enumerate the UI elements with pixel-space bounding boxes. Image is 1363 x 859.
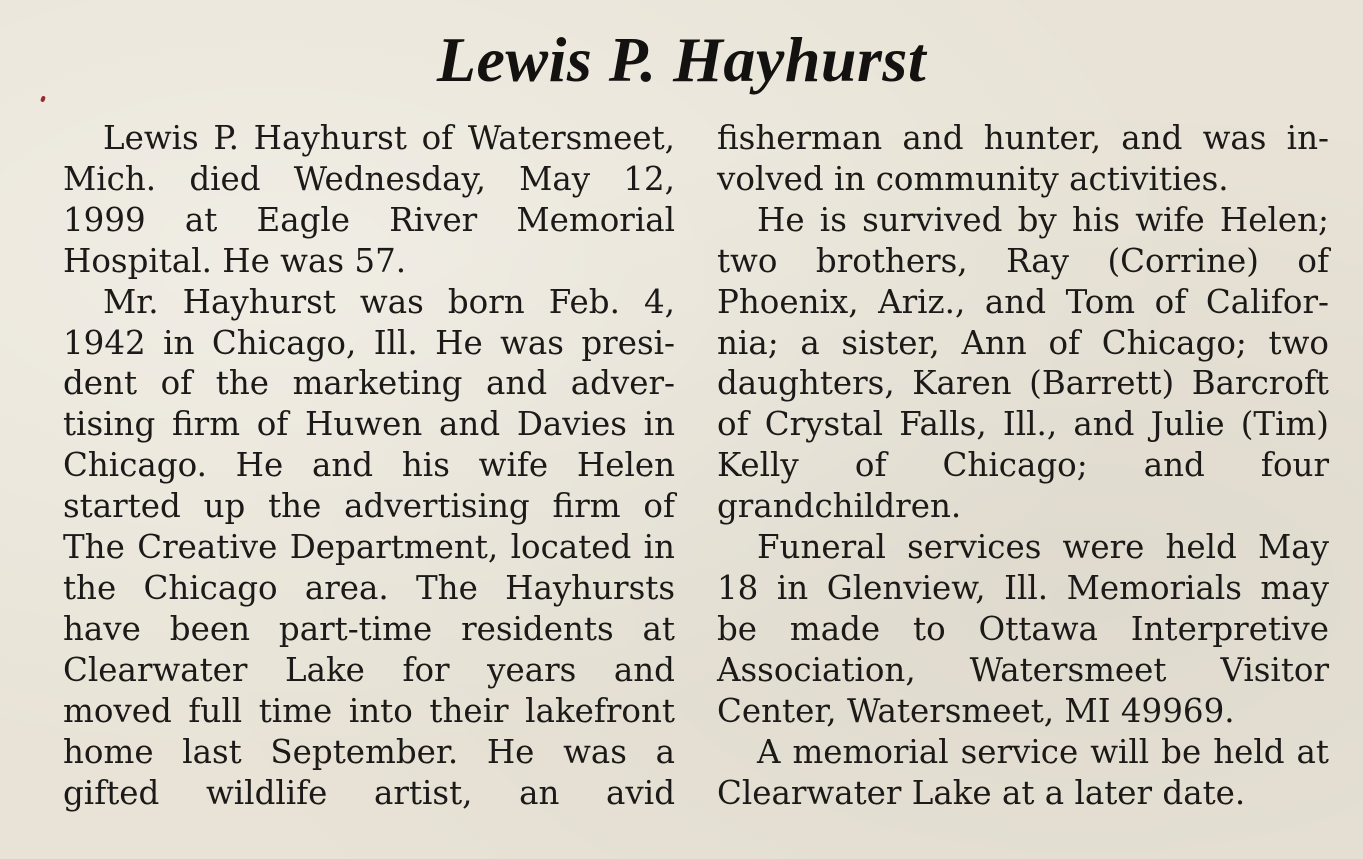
paragraph-survivors: He is survived by his wife Helen; two brothers, Ray (Corrine) of Phoenix, Ariz., and Tom of California; a sister, Ann of Chicago; two daughters, Karen (Barrett) Barcroft of Crystal Falls, Ill., and Julie (Tim) Kelly of Chicago; and four grandchildren.	[717, 200, 1329, 526]
paragraph-funeral-services: Funeral services were held May 18 in Glenview, Ill. Memorials may be made to Ottawa Interpretive Association, Watersmeet Visitor Center, Watersmeet, MI 49969.	[717, 528, 1329, 730]
left-column	[63, 118, 675, 813]
paragraph-biography: Mr. Hayhurst was born Feb. 4, 1942 in Chicago, Ill. He was president of the marketing and advertising firm of Huwen and Davies in Chicago. He and his wife Helen started up the advertising firm of The Creative Department, located in the Chicago area. The Hayhursts have been part-time residents at Clearwater Lake for years and moved full time into their lakefront home last September. He was a gifted wildlife artist, an avid	[63, 282, 675, 812]
paragraph-biography-continued: fisherman and hunter, and was involved in community activities.	[717, 119, 1329, 198]
right-column	[717, 118, 1329, 813]
paragraph-memorial-service: A memorial service will be held at Clearwater Lake at a later date.	[717, 732, 1329, 812]
paragraph-death-notice: Lewis P. Hayhurst of Watersmeet, Mich. died Wednesday, May 12, 1999 at Eagle River Memorial Hospital. He was 57.	[63, 119, 675, 280]
obituary-headline: Lewis P. Hayhurst	[436, 24, 927, 95]
